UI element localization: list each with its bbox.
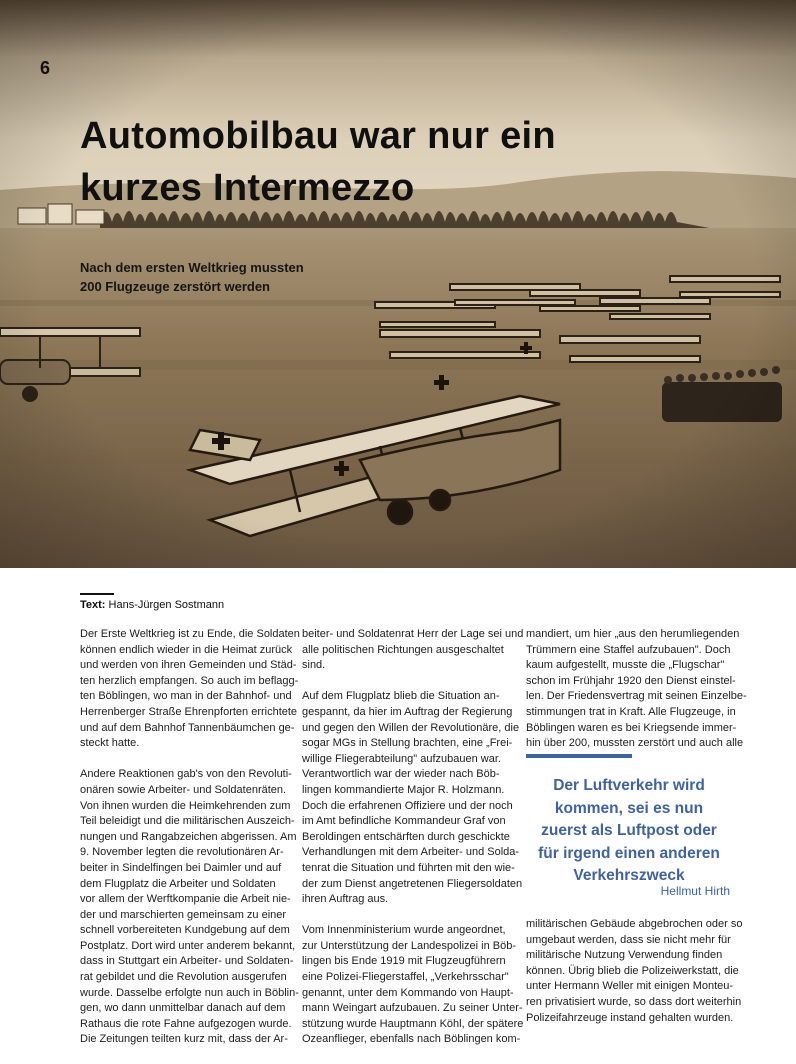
article-line: nungen und Rangabzeichen abgerissen. Am <box>80 830 297 843</box>
article-line: ihren Auftrag aus. <box>302 893 389 906</box>
article-line: sogar MGs in Stellung brachten, eine „Frei- <box>302 737 513 750</box>
article-line: können endlich wieder in die Heimat zurück <box>80 643 293 656</box>
article-line: Von ihnen wurden die Heimkehrenden zum <box>80 799 291 812</box>
article-column-3 <box>526 627 747 767</box>
article-line: genannt, unter dem Kommando von Haupt- <box>302 986 514 999</box>
article-line: umgebaut werden, dass sie nicht mehr für <box>526 933 731 946</box>
article-line: Auf dem Flugplatz blieb die Situation an- <box>302 690 500 703</box>
article-paragraph <box>302 689 523 907</box>
article-column-3-continued <box>526 917 743 1042</box>
article-line: mann Weingart aufzubauen. Zu seiner Unter- <box>302 1002 523 1015</box>
article-paragraph <box>526 627 747 752</box>
pull-quote <box>526 775 732 888</box>
article-line: Rathaus die rote Fahne aufgezogen wurde. <box>80 1017 292 1030</box>
article-paragraph <box>80 627 300 752</box>
article-line: rat gebildet und die Revolution ausgerufen <box>80 971 287 984</box>
article-line: len. Der Friedensvertrag mit seinen Einzelbe- <box>526 690 747 703</box>
article-line: Verantwortlich war der wieder nach Böb- <box>302 768 500 781</box>
pull-quote-rule <box>526 754 632 758</box>
article-line: und auf dem Bahnhof Tannenbäumchen ge- <box>80 721 295 734</box>
article-line: schnell vorbereiteten Kundgebung auf dem <box>80 924 290 937</box>
pull-quote-author: Hellmut Hirth <box>660 884 730 898</box>
byline-author: Hans-Jürgen Sostmann <box>108 599 225 611</box>
article-line: Doch die erfahrenen Offiziere und der noch <box>302 799 513 812</box>
byline-label: Text: <box>80 599 106 611</box>
article-line: Verhandlungen mit dem Arbeiter- und Solda- <box>302 846 520 859</box>
article-line: unter Hermann Weller mit einigen Monteu- <box>526 980 734 993</box>
article-line: vor allem der Werftkompanie die Arbeit nie- <box>80 893 291 906</box>
article-line: Polizeifahrzeuge instand gehalten wurden. <box>526 1011 734 1024</box>
article-line: ten herzlich empfangen. So auch im beflagg- <box>80 674 299 687</box>
article-line: wurde. Dasselbe erfolgte nun auch in Böblin- <box>80 986 299 999</box>
article-paragraph <box>302 627 524 674</box>
article-column-1 <box>80 627 300 1064</box>
article-line: Der Erste Weltkrieg ist zu Ende, die Soldaten <box>80 628 300 640</box>
pull-quote-line: zuerst als Luftpost oder <box>541 822 717 839</box>
article-line: dem Flugplatz die Arbeiter und Soldaten <box>80 877 276 890</box>
article-line: stützung wurde Hauptmann Köhl, der spätere <box>302 1017 524 1030</box>
article-line: gen, wo dann unmittelbar danach auf dem <box>80 1002 286 1015</box>
article-line: stimmungen trat in Kraft. Alle Flugzeuge, in <box>526 705 736 718</box>
headline-line: kurzes Intermezzo <box>80 167 415 209</box>
article-line: Herrenberger Straße Ehrenpforten errichtete <box>80 705 298 718</box>
article-line: onären sowie Arbeiter- und Soldatenräten. <box>80 783 287 796</box>
article-line: Postplatz. Dort wird unter anderem bekannt, <box>80 939 296 952</box>
pull-quote-line: für irgend einen anderen <box>538 844 720 862</box>
article-line: der zum Dienst angetretenen Fliegersoldaten <box>302 877 523 890</box>
article-line: ten Böblingen, wo man in der Bahnhof- und <box>80 690 292 703</box>
article-line: militärische Nutzung Verwendung finden <box>526 949 723 962</box>
article-line: und gegen den Willen der Revolutionäre, die <box>302 721 520 734</box>
article-line: sind. <box>302 659 326 672</box>
article-line: steckt hatte. <box>80 737 140 750</box>
article-line: im Amt befindliche Kommandeur Graf von <box>302 815 506 828</box>
article-line: dass in Stuttgart ein Arbeiter- und Soldaten- <box>80 955 294 968</box>
article-line: Teil beleidigt und die militärischen Auszeich- <box>80 815 295 828</box>
article-line: lingen bis Ende 1919 mit Flugzeugführern <box>302 955 506 968</box>
article-line: Ozeanflieger, ebenfalls nach Böblingen kom- <box>302 1033 521 1046</box>
article-line: Böblingen waren es bei Kriegsende immer- <box>526 721 737 734</box>
article-line: lingen kommandierte Major R. Holzmann. <box>302 783 505 796</box>
article-line: Andere Reaktionen gab's von den Revoluti- <box>80 768 292 781</box>
article-line: gespannt, da hier im Auftrag der Regierung <box>302 705 513 718</box>
article-line: beiter in Sindelfingen bei Daimler und auf <box>80 861 282 874</box>
article-line: und werden von ihren Gemeinden und Städ- <box>80 659 297 672</box>
article-paragraph <box>80 767 299 1048</box>
article-line: beiter- und Soldatenrat Herr der Lage sei und <box>302 628 524 640</box>
article-line: der und marschierten gemeinsam zu einer <box>80 908 287 921</box>
subheadline-line: 200 Flugzeuge zerstört werden <box>80 279 270 294</box>
subheadline-line: Nach dem ersten Weltkrieg mussten <box>80 260 304 275</box>
pull-quote-line: Verkehrszweck <box>573 867 685 884</box>
subheadline <box>80 258 360 296</box>
page-number: 6 <box>40 58 51 78</box>
article-line: Beroldingen entschärften durch geschickte <box>302 830 510 843</box>
headline-line: Automobilbau war nur ein <box>80 115 556 157</box>
article-paragraph <box>302 923 524 1048</box>
article-line: Trümmern eine Staffel aufzubauen". Doch <box>526 643 731 656</box>
article-paragraph <box>526 917 743 1026</box>
article-line: kaum aufgestellt, musste die „Flugschar" <box>526 659 725 672</box>
article-line: ren privatisiert wurde, so dass dort weiterhin <box>526 995 742 1008</box>
article-line: schon im Frühjahr 1920 den Dienst einstel- <box>526 674 736 687</box>
article-line: Vom Innenministerium wurde angeordnet, <box>302 924 506 937</box>
article-line: hin über 200, mussten zerstört und auch alle <box>526 737 744 750</box>
article-line: mandiert, um hier „aus den herumliegenden <box>526 628 740 640</box>
article-line: 9. November legten die revolutionären Ar- <box>80 846 284 859</box>
article-line: tenrat die Situation und führten mit den wie- <box>302 861 515 874</box>
pull-quote-line: Der Luftverkehr wird <box>553 777 705 794</box>
article-column-2 <box>302 627 524 1064</box>
article-line: eine Polizei-Fliegerstaffel, „Verkehrsschar" <box>302 971 509 984</box>
article-line: alle politischen Richtungen ausgeschaltet <box>302 643 504 656</box>
byline-rule <box>80 593 114 595</box>
article-line: Die Zeitungen teilten kurz mit, dass der Ar- <box>80 1033 288 1046</box>
pull-quote-line: kommen, sei es nun <box>554 799 704 817</box>
byline <box>80 599 224 611</box>
page-title <box>80 110 640 214</box>
article-line: zur Unterstützung der Landespolizei in Böb- <box>302 939 517 952</box>
article-line: können. Übrig blieb die Polizeiwerkstatt, die <box>526 964 739 977</box>
article-line: militärischen Gebäude abgebrochen oder so <box>526 918 743 930</box>
article-line: willige Fliegerabteilung" aufzubauen war. <box>302 752 501 765</box>
